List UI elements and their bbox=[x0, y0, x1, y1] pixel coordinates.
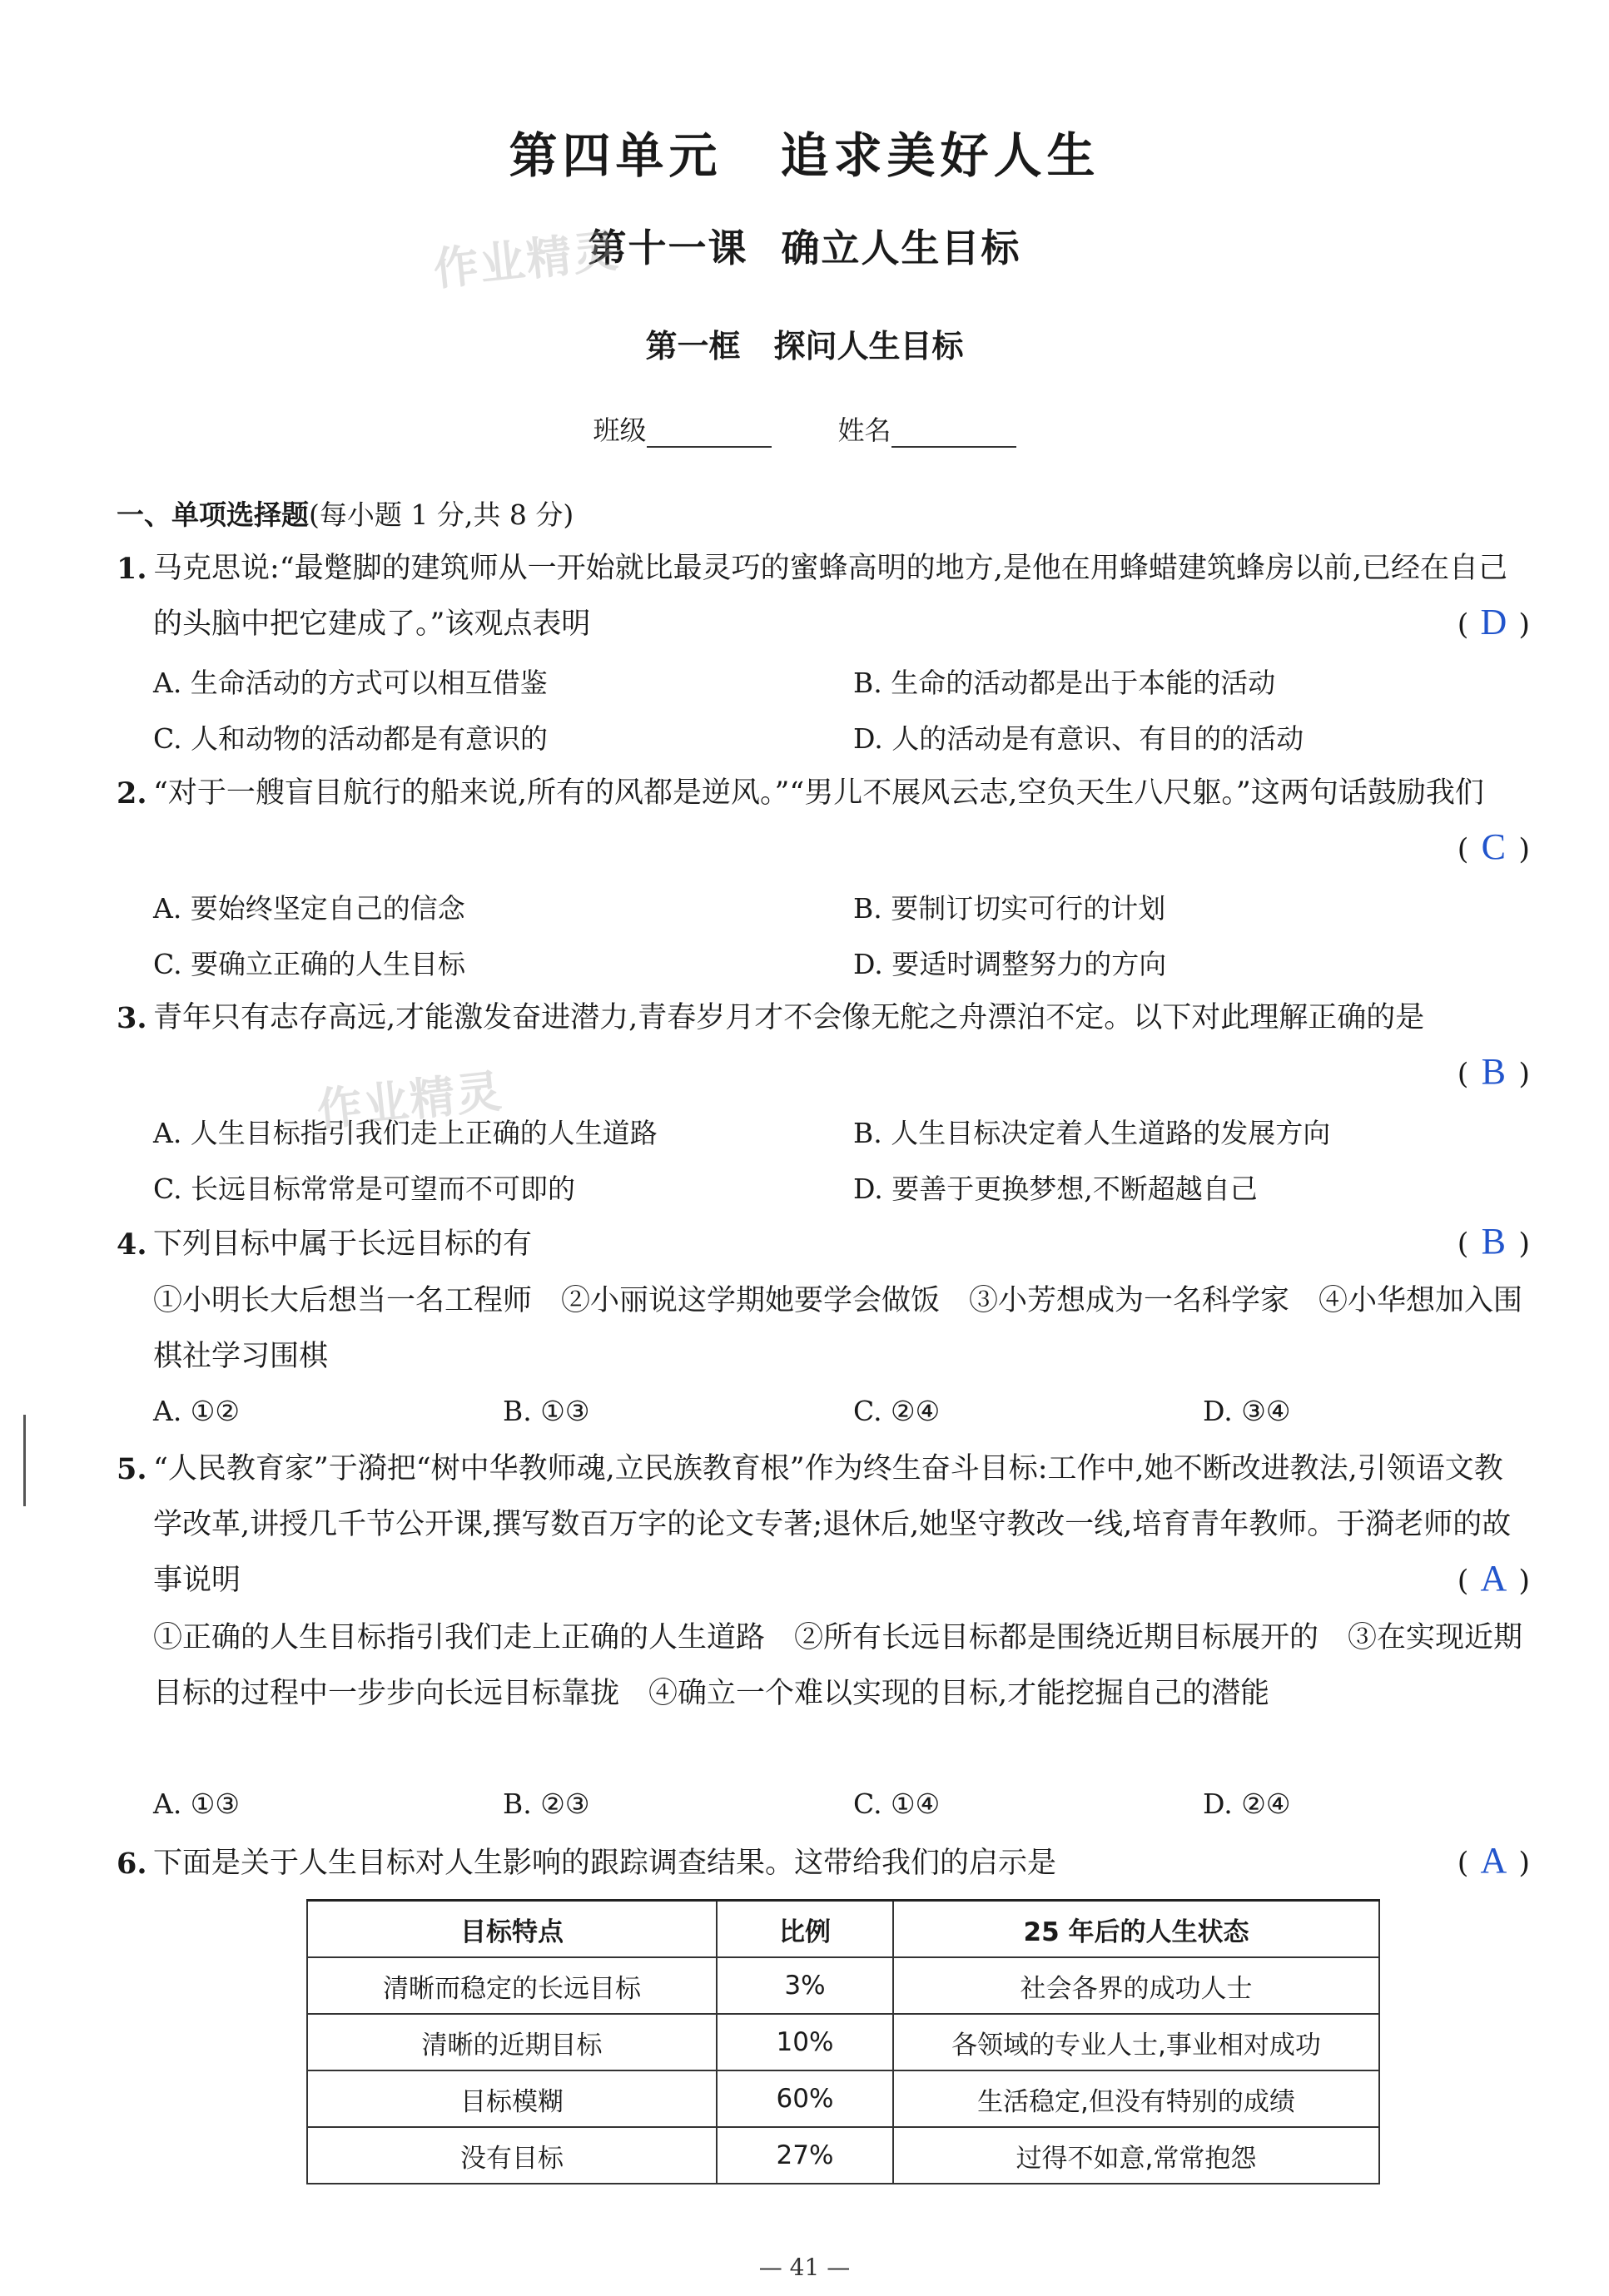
question-6 bbox=[117, 1836, 1532, 1892]
page-number: — 41 — bbox=[758, 2254, 851, 2281]
option-2b: B. 要制订切实可行的计划 bbox=[853, 892, 1166, 925]
question-number: 1. bbox=[117, 552, 147, 586]
table-cell: 10% bbox=[717, 2014, 893, 2070]
table-cell: 没有目标 bbox=[307, 2127, 717, 2184]
frame-number: 第一框 bbox=[645, 327, 741, 364]
question-text: 下面是关于人生目标对人生影响的跟踪调查结果。这带给我们的启示是 bbox=[153, 1847, 1057, 1880]
table-cell: 27% bbox=[717, 2127, 893, 2184]
student-info bbox=[0, 409, 1609, 448]
table-header-cell: 25 年后的人生状态 bbox=[893, 1901, 1379, 1958]
table-cell: 60% bbox=[717, 2070, 893, 2127]
question-number: 3. bbox=[117, 1001, 147, 1035]
question-text: 马克思说:“最蹩脚的建筑师从一开始就比最灵巧的蜜蜂高明的地方,是他在用蜂蜡建筑蜂房以前,已经在自己的头脑中把它建成了。”该观点表明 bbox=[153, 552, 1507, 641]
question-number: 4. bbox=[117, 1227, 147, 1262]
statement-list: ①正确的人生目标指引我们走上正确的人生道路 ②所有长远目标都是围绕近期目标展开的 ③在实现近期目标的过程中一步步向长远目标靠拢 ④确立一个难以实现的目标,才能挖掘自己的潜能 bbox=[153, 1621, 1523, 1710]
table-cell: 过得不如意,常常抱怨 bbox=[893, 2127, 1379, 2184]
question-text: 下列目标中属于长远目标的有 bbox=[153, 1227, 533, 1261]
table-row bbox=[307, 2070, 1379, 2127]
option-5d: D. ②④ bbox=[1203, 1788, 1291, 1820]
answer-4: ( B ) bbox=[1457, 1221, 1530, 1262]
name-blank[interactable] bbox=[891, 421, 1016, 448]
option-1c: C. 人和动物的活动都是有意识的 bbox=[153, 722, 549, 755]
answer-letter: D bbox=[1480, 602, 1507, 642]
option-5c: C. ①④ bbox=[853, 1788, 941, 1820]
statements-5 bbox=[153, 1610, 1535, 1722]
option-1a: A. 生命活动的方式可以相互借鉴 bbox=[153, 667, 548, 699]
table-cell: 3% bbox=[717, 1957, 893, 2014]
section-note: (每小题 1 分,共 8 分) bbox=[309, 498, 574, 531]
option-2a: A. 要始终坚定自己的信念 bbox=[153, 892, 465, 925]
edge-mark bbox=[23, 1415, 26, 1506]
question-number: 2. bbox=[117, 776, 147, 811]
answer-1: ( D ) bbox=[1457, 602, 1530, 642]
question-4 bbox=[117, 1217, 1532, 1272]
option-5a: A. ①③ bbox=[153, 1788, 240, 1820]
option-3a: A. 人生目标指引我们走上正确的人生道路 bbox=[153, 1117, 658, 1149]
unit-number: 第四单元 bbox=[509, 127, 723, 184]
unit-title bbox=[0, 117, 1609, 186]
question-text: 青年只有志存高远,才能激发奋进潜力,青春岁月才不会像无舵之舟漂泊不定。以下对此理解正确的是 bbox=[153, 1001, 1425, 1034]
table-cell: 各领域的专业人士,事业相对成功 bbox=[893, 2014, 1379, 2070]
question-2 bbox=[117, 766, 1532, 821]
section-title: 一、单项选择题 bbox=[117, 498, 309, 531]
option-4b: B. ①③ bbox=[503, 1395, 590, 1427]
question-5 bbox=[117, 1441, 1532, 1609]
class-label: 班级 bbox=[593, 414, 647, 446]
table-header-cell: 目标特点 bbox=[307, 1901, 717, 1958]
option-5b: B. ②③ bbox=[503, 1788, 590, 1820]
option-1b: B. 生命的活动都是出于本能的活动 bbox=[853, 667, 1276, 699]
table-cell: 清晰的近期目标 bbox=[307, 2014, 717, 2070]
table-row bbox=[307, 1957, 1379, 2014]
option-4a: A. ①② bbox=[153, 1395, 240, 1427]
table-cell: 清晰而稳定的长远目标 bbox=[307, 1957, 717, 2014]
option-2d: D. 要适时调整努力的方向 bbox=[853, 948, 1167, 980]
name-label: 姓名 bbox=[837, 414, 891, 446]
table-cell: 目标模糊 bbox=[307, 2070, 717, 2127]
unit-name: 追求美好人生 bbox=[780, 127, 1100, 184]
table-cell: 生活稳定,但没有特别的成绩 bbox=[893, 2070, 1379, 2127]
table-header-cell: 比例 bbox=[717, 1901, 893, 1958]
answer-3: ( B ) bbox=[1457, 1051, 1530, 1092]
answer-6: ( A ) bbox=[1457, 1840, 1530, 1881]
table-header-row bbox=[307, 1901, 1379, 1958]
question-text: “人民教育家”于漪把“树中华教师魂,立民族教育根”作为终生奋斗目标:工作中,她不断改进教法,引领语文教学改革,讲授几千节公开课,撰写数百万字的论文专著;退休后,她坚守教改一线,培育青年教师。于漪老师的故事说明 bbox=[153, 1452, 1512, 1597]
question-3 bbox=[117, 990, 1532, 1046]
answer-letter: B bbox=[1481, 1051, 1507, 1092]
survey-table bbox=[306, 1899, 1380, 2184]
option-3d: D. 要善于更换梦想,不断超越自己 bbox=[853, 1173, 1258, 1205]
class-blank[interactable] bbox=[647, 421, 772, 448]
table-row bbox=[307, 2014, 1379, 2070]
answer-5: ( A ) bbox=[1457, 1558, 1530, 1599]
section-heading bbox=[117, 493, 574, 533]
option-4c: C. ②④ bbox=[853, 1395, 941, 1427]
question-number: 5. bbox=[117, 1452, 147, 1486]
answer-letter: A bbox=[1480, 1558, 1507, 1599]
lesson-number: 第十一课 bbox=[588, 226, 748, 270]
table-row bbox=[307, 2127, 1379, 2184]
answer-letter: B bbox=[1481, 1221, 1507, 1262]
answer-letter: A bbox=[1480, 1840, 1507, 1881]
watermark-logo: 作业精灵 bbox=[430, 224, 623, 296]
watermark-logo: 作业精灵 bbox=[314, 1064, 506, 1137]
statements-4 bbox=[153, 1273, 1535, 1385]
answer-2: ( C ) bbox=[1457, 826, 1530, 867]
option-2c: C. 要确立正确的人生目标 bbox=[153, 948, 466, 980]
frame-name: 探问人生目标 bbox=[773, 327, 964, 364]
option-4d: D. ③④ bbox=[1203, 1395, 1291, 1427]
question-1 bbox=[117, 541, 1532, 652]
lesson-name: 确立人生目标 bbox=[781, 226, 1021, 270]
statement-list: ①小明长大后想当一名工程师 ②小丽说这学期她要学会做饭 ③小芳想成为一名科学家 ④小华想加入围棋社学习围棋 bbox=[153, 1284, 1523, 1373]
answer-letter: C bbox=[1481, 826, 1507, 867]
option-1d: D. 人的活动是有意识、有目的的活动 bbox=[853, 722, 1304, 755]
question-text: “对于一艘盲目航行的船来说,所有的风都是逆风。”“男儿不展风云志,空负天生八尺躯。”这两句话鼓励我们 bbox=[153, 776, 1484, 810]
frame-title bbox=[0, 320, 1609, 366]
table-cell: 社会各界的成功人士 bbox=[893, 1957, 1379, 2014]
option-3c: C. 长远目标常常是可望而不可即的 bbox=[153, 1173, 576, 1205]
option-3b: B. 人生目标决定着人生道路的发展方向 bbox=[853, 1117, 1331, 1149]
lesson-title bbox=[0, 218, 1609, 273]
question-number: 6. bbox=[117, 1847, 147, 1881]
